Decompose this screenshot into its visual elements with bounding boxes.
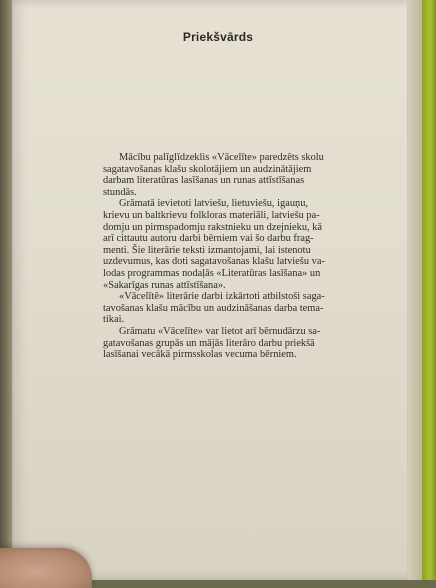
paragraph [103, 152, 361, 198]
paragraph [103, 291, 361, 326]
paragraph [103, 198, 361, 291]
book-cover-edge [422, 0, 436, 580]
text-line: uzdevumus, kas doti sagatavošanas klašu latviešu va- [103, 256, 325, 268]
text-line: darbam literatūras lasīšanas un runas attīstīšanas [103, 175, 305, 187]
left-shadow [0, 0, 14, 580]
text-line: domju un pirmspadomju rakstnieku un dzejnieku, kā [103, 221, 323, 233]
text-line: «Sakarīgas runas attīstīšana». [103, 279, 226, 291]
text-line: stundās. [103, 186, 137, 198]
thumb [0, 548, 92, 588]
text-line: krievu un baltkrievu folkloras materiāli, latviešu pa- [103, 209, 320, 221]
text-line: arī cittautu autoru darbi bērniem vai šo darbu frag- [103, 233, 314, 245]
text-line: gatavošanas grupās un mājās literāro darbu priekšā [103, 337, 315, 349]
text-line: lodas programmas nodaļās «Literatūras lasīšana» un [103, 267, 321, 279]
page-title: Priekšvārds [182, 30, 254, 44]
text-line: menti. Šie literārie teksti izmantojami, lai istenotu [103, 244, 311, 256]
text-line: tikai. [103, 314, 125, 326]
page-body [103, 152, 361, 361]
text-line: sagatavošanas klašu skolotājiem un audzinātājiem [103, 163, 312, 175]
text-line: tavošanas klašu mācību un audzināšanas darba tema- [103, 302, 324, 314]
text-line: Grāmatu «Vācelīte» var lietot arī bērnudārzu sa- [119, 325, 321, 337]
paragraph [103, 326, 361, 361]
page-edge [407, 0, 422, 580]
text-line: Mācību palīglīdzeklis «Vācelīte» paredzēts skolu [119, 152, 324, 163]
text-line: lasīšanai vecākā pirmsskolas vecuma bērniem. [103, 349, 297, 361]
text-line: «Vācelītē» literārie darbi izkārtoti atbilstoši saga- [119, 291, 325, 303]
text-line: Grāmatā ievietoti latviešu, lietuviešu, igauņu, [119, 198, 308, 210]
